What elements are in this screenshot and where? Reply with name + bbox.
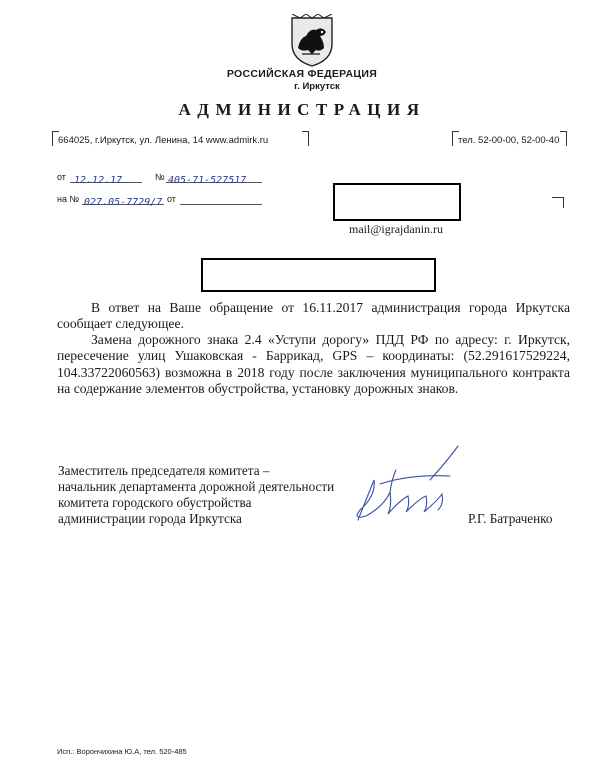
date-field [70,170,142,186]
reference-date-prefix: от [167,194,176,204]
reference-date-field [180,192,262,205]
signatory-title-line: комитета городского обустройства [58,495,252,510]
reference-field [82,192,164,208]
signatory-title-line: начальник департамента дорожной деятельности [58,479,335,494]
executor-note: Исп.: Ворончихина Ю.А, тел. 520-485 [57,747,187,756]
number-value: 405-71-527517 [168,175,247,186]
date-value: 12.12.17 [74,175,123,186]
number-field [166,170,262,186]
body-paragraph-1: В ответ на Ваше обращение от 16.11.2017 администрация города Иркутска сообщает следующее. [57,300,570,332]
reference-value: 027.05-7729/7 [84,197,163,208]
reference-prefix: на № [57,194,80,204]
signatory-title [58,463,334,527]
address-line: 664025, г.Иркутск, ул. Ленина, 14 www.admirk.ru [58,135,269,146]
corner-mark [302,131,309,146]
recipient-email: mail@igrajdanin.ru [349,222,444,236]
country-name: РОССИЙСКАЯ ФЕДЕРАЦИЯ [226,68,378,80]
signatory-title-line: Заместитель председателя комитета – [58,463,270,478]
signatory-name: Р.Г. Батраченко [468,511,553,526]
date-prefix: от [57,172,66,182]
body-paragraph-2: Замена дорожного знака 2.4 «Уступи дорогу» ПДД РФ по адресу: г. Иркутск, пересечение улиц Ушаковская - Баррикад, GPS – координаты: (52.291617529224, 104.33722060563) возможна в 2018 году после заключения муниципального контракта на содержание элементов обустройства, установку дорожных знаков. [57,332,570,396]
city-name: г. Иркутск [294,81,340,92]
document-title: АДМИНИСТРАЦИЯ [178,100,426,119]
redacted-salutation [201,258,436,292]
signatory-title-line: администрации города Иркутска [58,511,242,526]
redacted-recipient [333,183,461,221]
coat-of-arms-icon [290,14,334,68]
corner-mark [552,197,564,208]
corner-mark [560,131,567,146]
phone-line: тел. 52-00-00, 52-00-40 [458,135,560,146]
handwritten-signature [330,440,470,530]
number-prefix: № [155,172,165,182]
